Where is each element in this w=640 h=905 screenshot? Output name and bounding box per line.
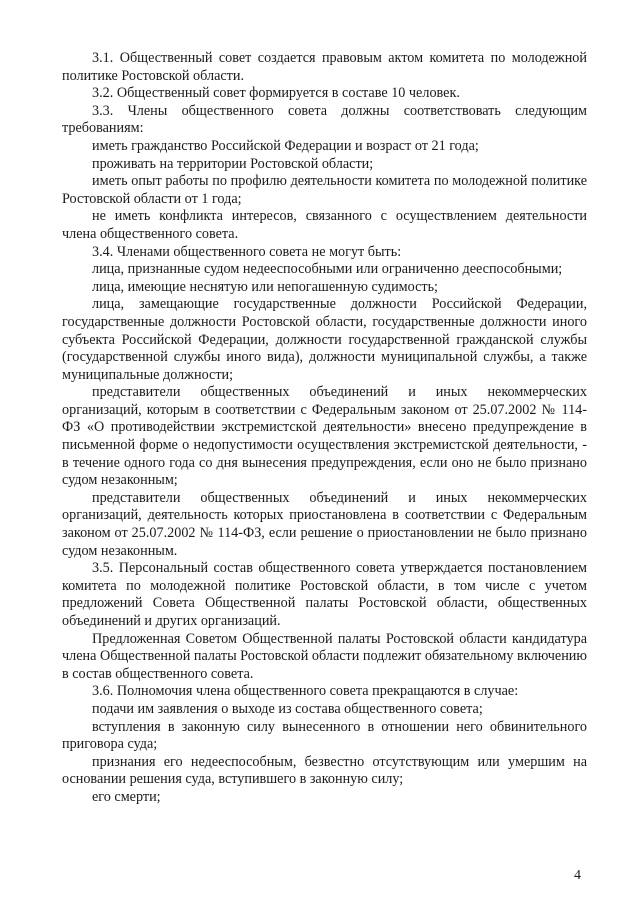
paragraph-chamber-candidate: Предложенная Советом Общественной палаты Ростовской области кандидатура члена Общественной палаты Ростовской области подлежит обязательному включению в состав общественного совета. bbox=[62, 630, 587, 682]
termination-resignation: подачи им заявления о выходе из состава общественного совета; bbox=[92, 700, 483, 717]
paragraph-3-3: 3.3. Члены общественного совета должны соответствовать следующим требованиям: bbox=[62, 102, 587, 137]
paragraph-3-4: 3.4. Членами общественного совета не могут быть: bbox=[92, 243, 402, 260]
exclusion-conviction: лица, имеющие неснятую или непогашенную судимость; bbox=[92, 278, 438, 295]
paragraph-3-2: 3.2. Общественный совет формируется в составе 10 человек. bbox=[92, 85, 460, 102]
requirement-citizenship: иметь гражданство Российской Федерации и возраст от 21 года; bbox=[92, 137, 479, 154]
requirement-no-conflict: не иметь конфликта интересов, связанного с осуществлением деятельности члена общественного совета. bbox=[62, 208, 587, 242]
paragraph-3-5: 3.5. Персональный состав общественного совета утверждается постановлением комитета по молодежной политике Ростовской области, в том числе с учетом предложений Совета Общественной палаты Ростовской области, общественных объединений и других организаций. bbox=[62, 560, 587, 629]
termination-conviction: вступления в законную силу вынесенного в отношении него обвинительного приговора суда; bbox=[62, 718, 587, 753]
document-body bbox=[62, 50, 587, 807]
exclusion-officials: лица, замещающие государственные должности Российской Федерации, государственные должности Ростовской области, государственные должности иного субъекта Российской Федерации, должности государственной гражданской службы (государственной службы иного вида), должности муниципальной службы, а также муниципальные должности; bbox=[62, 296, 587, 383]
paragraph-3-6: 3.6. Полномочия члена общественного совета прекращаются в случае: bbox=[92, 683, 519, 700]
exclusion-incapable: лица, признанные судом недееспособными или ограниченно дееспособными; bbox=[92, 261, 563, 278]
requirement-residence: проживать на территории Ростовской области; bbox=[92, 155, 374, 172]
paragraph-3-1: 3.1. Общественный совет создается правовым актом комитета по молодежной политике Ростовской области. bbox=[62, 50, 587, 84]
requirement-experience: иметь опыт работы по профилю деятельности комитета по молодежной политике Ростовской области от 1 года; bbox=[62, 173, 587, 207]
exclusion-suspended-organizations: представители общественных объединений и иных некоммерческих организаций, деятельность которых приостановлена в соответствии с Федеральным законом от 25.07.2002 № 114-ФЗ, если решение о приостановлении не было признано судом незаконным. bbox=[62, 489, 587, 559]
termination-death: его смерти; bbox=[92, 788, 161, 805]
termination-incapacity: признания его недееспособным, безвестно отсутствующим или умершим на основании решения суда, вступившего в законную силу; bbox=[62, 753, 587, 788]
exclusion-warned-organizations: представители общественных объединений и иных некоммерческих организаций, которым в соответствии с Федеральным законом от 25.07.2002 № 114-ФЗ «О противодействии экстремистской деятельности» внесено предупреждение в письменной форме о недопустимости осуществления экстремистской деятельности, - в течение одного года со дня вынесения предупреждения, если оно не было признано судом незаконным; bbox=[62, 384, 587, 489]
page-number: 4 bbox=[574, 868, 581, 883]
